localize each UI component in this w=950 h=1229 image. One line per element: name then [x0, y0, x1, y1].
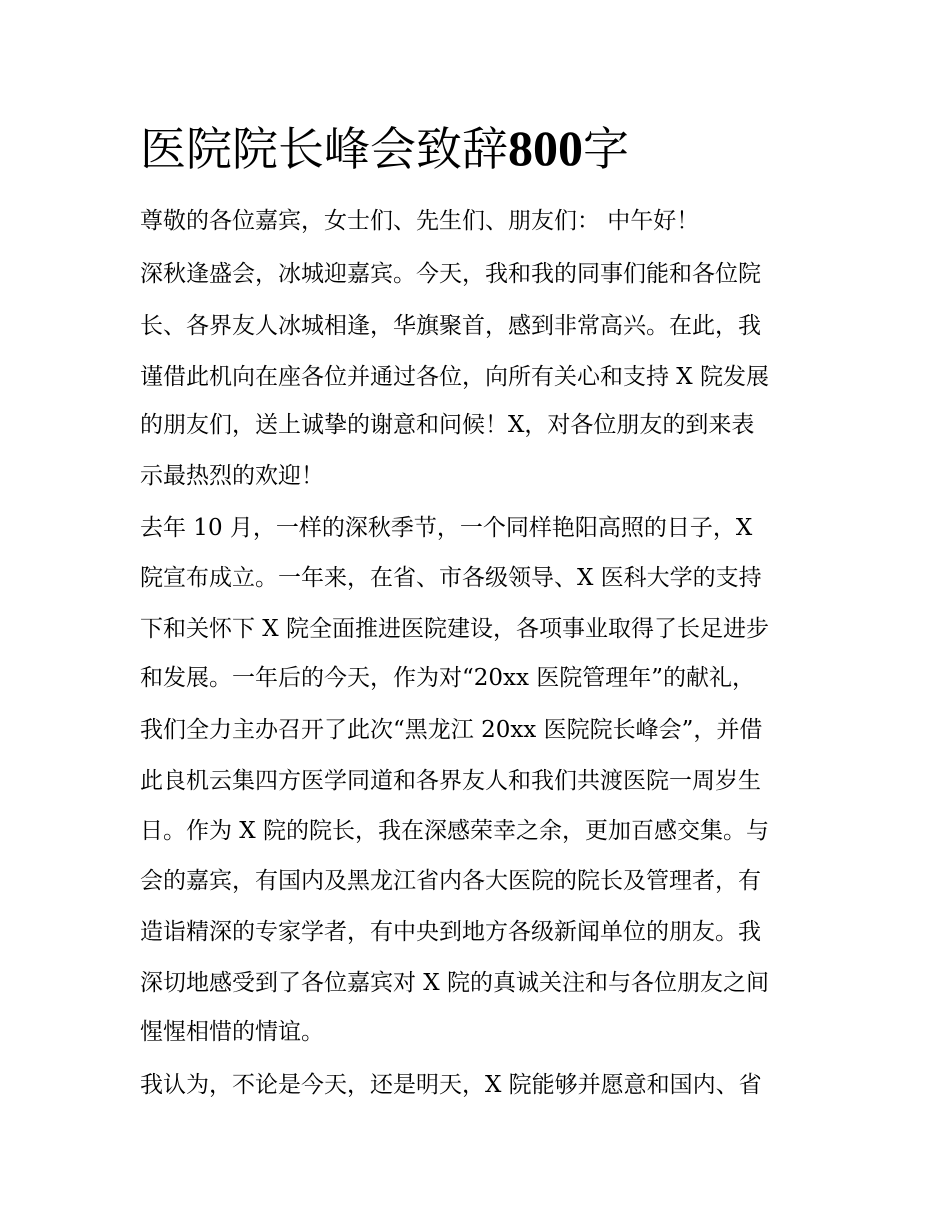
body-line: 下和关怀下 X 院全面推进医院建设，各项事业取得了长足进步 [140, 616, 769, 642]
document-title [140, 118, 629, 179]
body-line: 的朋友们，送上诚挚的谢意和问候！X，对各位朋友的到来表 [140, 412, 755, 438]
title-suffix: 字 [583, 122, 629, 176]
body-line: 会的嘉宾，有国内及黑龙江省内各大医院的院长及管理者，有 [140, 868, 761, 894]
body-line: 谨借此机向在座各位并通过各位，向所有关心和支持 X 院发展 [140, 364, 769, 390]
title-prefix: 医院院长峰会致辞 [140, 122, 508, 176]
body-line: 造诣精深的专家学者，有中央到地方各级新闻单位的朋友。我 [140, 919, 761, 945]
body-line: 我认为，不论是今天，还是明天，X 院能够并愿意和国内、省 [140, 1072, 762, 1098]
body-line: 长、各界友人冰城相逢，华旗聚首，感到非常高兴。在此，我 [140, 313, 761, 339]
body-line: 此良机云集四方医学同道和各界友人和我们共渡医院一周岁生 [140, 768, 761, 794]
body-line: 深切地感受到了各位嘉宾对 X 院的真诚关注和与各位朋友之间 [140, 970, 769, 996]
body-line: 我们全力主办召开了此次“黑龙江 20xx 医院院长峰会”，并借 [140, 717, 763, 743]
body-line: 去年 10 月，一样的深秋季节，一个同样艳阳高照的日子，X [140, 515, 753, 541]
body-line: 惺惺相惜的情谊。 [140, 1019, 324, 1045]
title-number: 800 [508, 120, 583, 176]
body-line: 深秋逢盛会，冰城迎嘉宾。今天，我和我的同事们能和各位院 [140, 261, 761, 287]
body-line: 日。作为 X 院的院长，我在深感荣幸之余，更加百感交集。与 [140, 818, 769, 844]
body-line: 和发展。一年后的今天，作为对“20xx 医院管理年”的献礼， [140, 665, 756, 691]
body-line: 示最热烈的欢迎！ [140, 463, 324, 489]
body-line: 院宣布成立。一年来，在省、市各级领导、X 医科大学的支持 [140, 565, 762, 591]
greeting-line: 尊敬的各位嘉宾，女士们、先生们、朋友们： 中午好！ [140, 208, 700, 234]
